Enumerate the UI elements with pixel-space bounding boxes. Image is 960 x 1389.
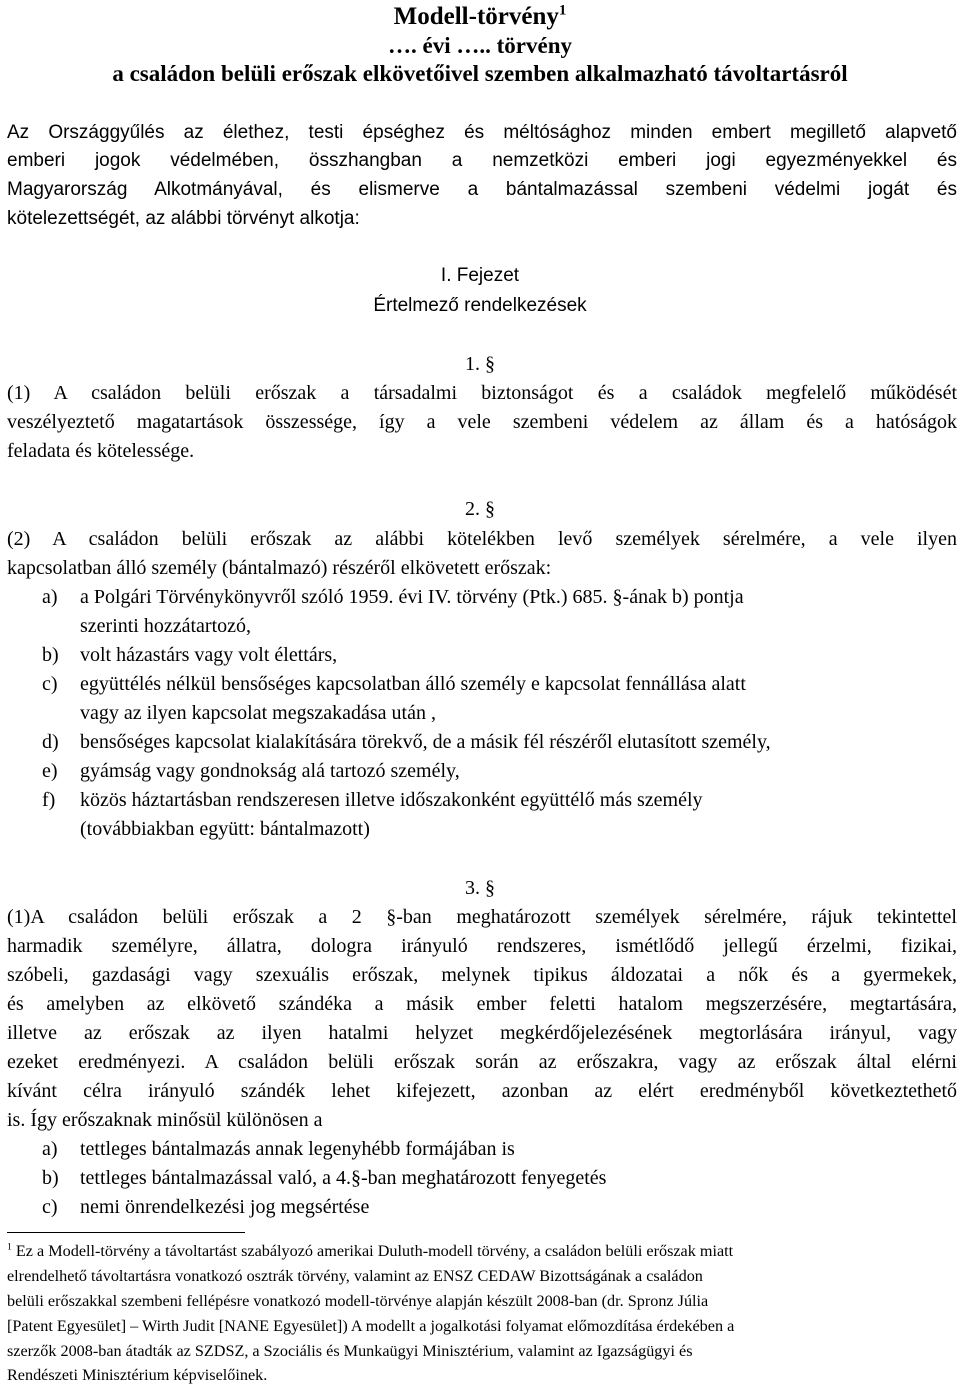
- list-item-label: f): [42, 789, 56, 811]
- footnote-separator: [7, 1232, 245, 1233]
- list-item-text: együttélés nélkül bensőséges kapcsolatban álló személy e kapcsolat fennállása alatt: [80, 673, 746, 695]
- list-item-text: nemi önrendelkezési jog megsértése: [80, 1196, 370, 1218]
- section-1-line: feladata és kötelessége.: [7, 440, 195, 462]
- section-3-line: is. Így erőszaknak minősül különösen a: [7, 1109, 323, 1131]
- list-item-text: a Polgári Törvénykönyvről szóló 1959. évi IV. törvény (Ptk.) 685. §-ának b) pontja: [80, 586, 744, 608]
- preamble-line: kötelezettségét, az alábbi törvényt alkotja:: [7, 208, 360, 229]
- chapter-number: I. Fejezet: [440, 265, 520, 286]
- list-item-text: volt házastárs vagy volt élettárs,: [80, 644, 338, 666]
- footnote-line: elrendelhető távoltartásra vonatkozó osztrák törvény, valamint az ENSZ CEDAW Bizottságának a családon: [7, 1267, 703, 1285]
- section-2-line: (2) A családon belüli erőszak az alábbi kötelékben levő személyek sérelmére, a vele ilyen: [7, 528, 957, 550]
- law-title-text: Modell-törvény: [393, 3, 559, 30]
- list-item-label: c): [42, 1196, 58, 1218]
- section-3-line: harmadik személyre, állatra, dologra irányuló rendszeres, ismétlődő jellegű érzelmi, fizikai,: [7, 935, 957, 957]
- preamble-line: Az Országgyűlés az élethez, testi épséghez és méltósághoz minden embert megillető alapvető: [7, 122, 957, 143]
- footnote-line: [Patent Egyesület] – Wirth Judit [NANE Egyesület]) A modellt a jogalkotási folyamat előmozdítása érdekében a: [7, 1317, 735, 1335]
- law-subject: a családon belüli erőszak elkövetőivel szemben alkalmazható távoltartásról: [112, 61, 848, 86]
- list-item-text: közös háztartásban rendszeresen illetve időszakonként együttélő más személy: [80, 789, 703, 811]
- list-item-text: vagy az ilyen kapcsolat megszakadása után ,: [80, 702, 436, 724]
- list-item-text: szerinti hozzátartozó,: [80, 615, 252, 637]
- footnote-line: belüli erőszakkal szembeni fellépésre vonatkozó modell-törvénye alapján készült 2008-ban (dr. Spronz Júlia: [7, 1292, 709, 1310]
- list-item-text: tettleges bántalmazás annak legenyhébb formájában is: [80, 1138, 515, 1160]
- section-3-line: szóbeli, gazdasági vagy szexuális erőszak, melynek tipikus áldozatai a nők és a gyermekek,: [7, 964, 957, 986]
- footnote-reference[interactable]: 1: [558, 2, 567, 19]
- footnote-line: Rendészeti Minisztérium képviselőinek.: [7, 1366, 268, 1384]
- section-3-line: illetve az erőszak az ilyen hatalmi helyzet megkérdőjelezésének megtorlására irányul, vagy: [7, 1022, 957, 1044]
- list-item-label: c): [42, 673, 58, 695]
- section-1-line: (1) A családon belüli erőszak a társadalmi biztonságot és a családok megfelelő működését: [7, 382, 957, 404]
- law-title: [0, 2, 960, 32]
- preamble-line: emberi jogok védelmében, összhangban a nemzetközi emberi jogi egyezményekkel és: [7, 150, 957, 171]
- list-item-text: gyámság vagy gondnokság alá tartozó személy,: [80, 760, 460, 782]
- footnote-line: [7, 1239, 733, 1263]
- list-item-label: e): [42, 760, 58, 782]
- list-item-label: a): [42, 1138, 58, 1160]
- law-year-line: …. évi ….. törvény: [388, 33, 572, 58]
- list-item-label: b): [42, 644, 59, 666]
- list-item-label: b): [42, 1167, 59, 1189]
- section-3-heading: 3. §: [465, 877, 495, 899]
- chapter-title: Értelmező rendelkezések: [373, 295, 587, 316]
- footnote-text: Ez a Modell-törvény a távoltartást szabályozó amerikai Duluth-modell törvény, a családon belüli erőszak miatt: [15, 1242, 734, 1260]
- list-item-label: a): [42, 586, 58, 608]
- preamble-line: Magyarország Alkotmányával, és elismerve a bántalmazással szembeni védelmi jogát és: [7, 179, 957, 200]
- footnote-marker: 1: [7, 1241, 12, 1253]
- list-item-label: d): [42, 731, 59, 753]
- section-3-line: ezeket eredményezi. A családon belüli erőszak során az erőszakra, vagy az erőszak által elérni: [7, 1051, 957, 1073]
- footnote-line: szerzők 2008-ban átadták az SZDSZ, a Szociális és Munkaügyi Minisztérium, valamint az Igazságügyi és: [7, 1342, 693, 1360]
- section-1-heading: 1. §: [465, 353, 495, 375]
- section-3-line: kívánt célra irányuló szándék lehet kifejezett, azonban az elért eredményből következtethető: [7, 1080, 957, 1102]
- section-2-heading: 2. §: [465, 498, 495, 520]
- section-3-line: (1)A családon belüli erőszak a 2 §-ban meghatározott személyek sérelmére, rájuk tekintettel: [7, 906, 957, 928]
- list-item-text: tettleges bántalmazással való, a 4.§-ban meghatározott fenyegetés: [80, 1167, 607, 1189]
- list-item-text: bensőséges kapcsolat kialakítására törekvő, de a másik fél részéről elutasított személy,: [80, 731, 771, 753]
- section-1-line: veszélyeztető magatartások összessége, így a vele szembeni védelem az állam és a hatóságok: [7, 411, 957, 433]
- section-3-line: és amelyben az elkövető szándéka a másik ember feletti hatalom megszerzésére, megtartására,: [7, 993, 957, 1015]
- section-2-line: kapcsolatban álló személy (bántalmazó) részéről elkövetett erőszak:: [7, 557, 552, 579]
- list-item-text: (továbbiakban együtt: bántalmazott): [80, 818, 370, 840]
